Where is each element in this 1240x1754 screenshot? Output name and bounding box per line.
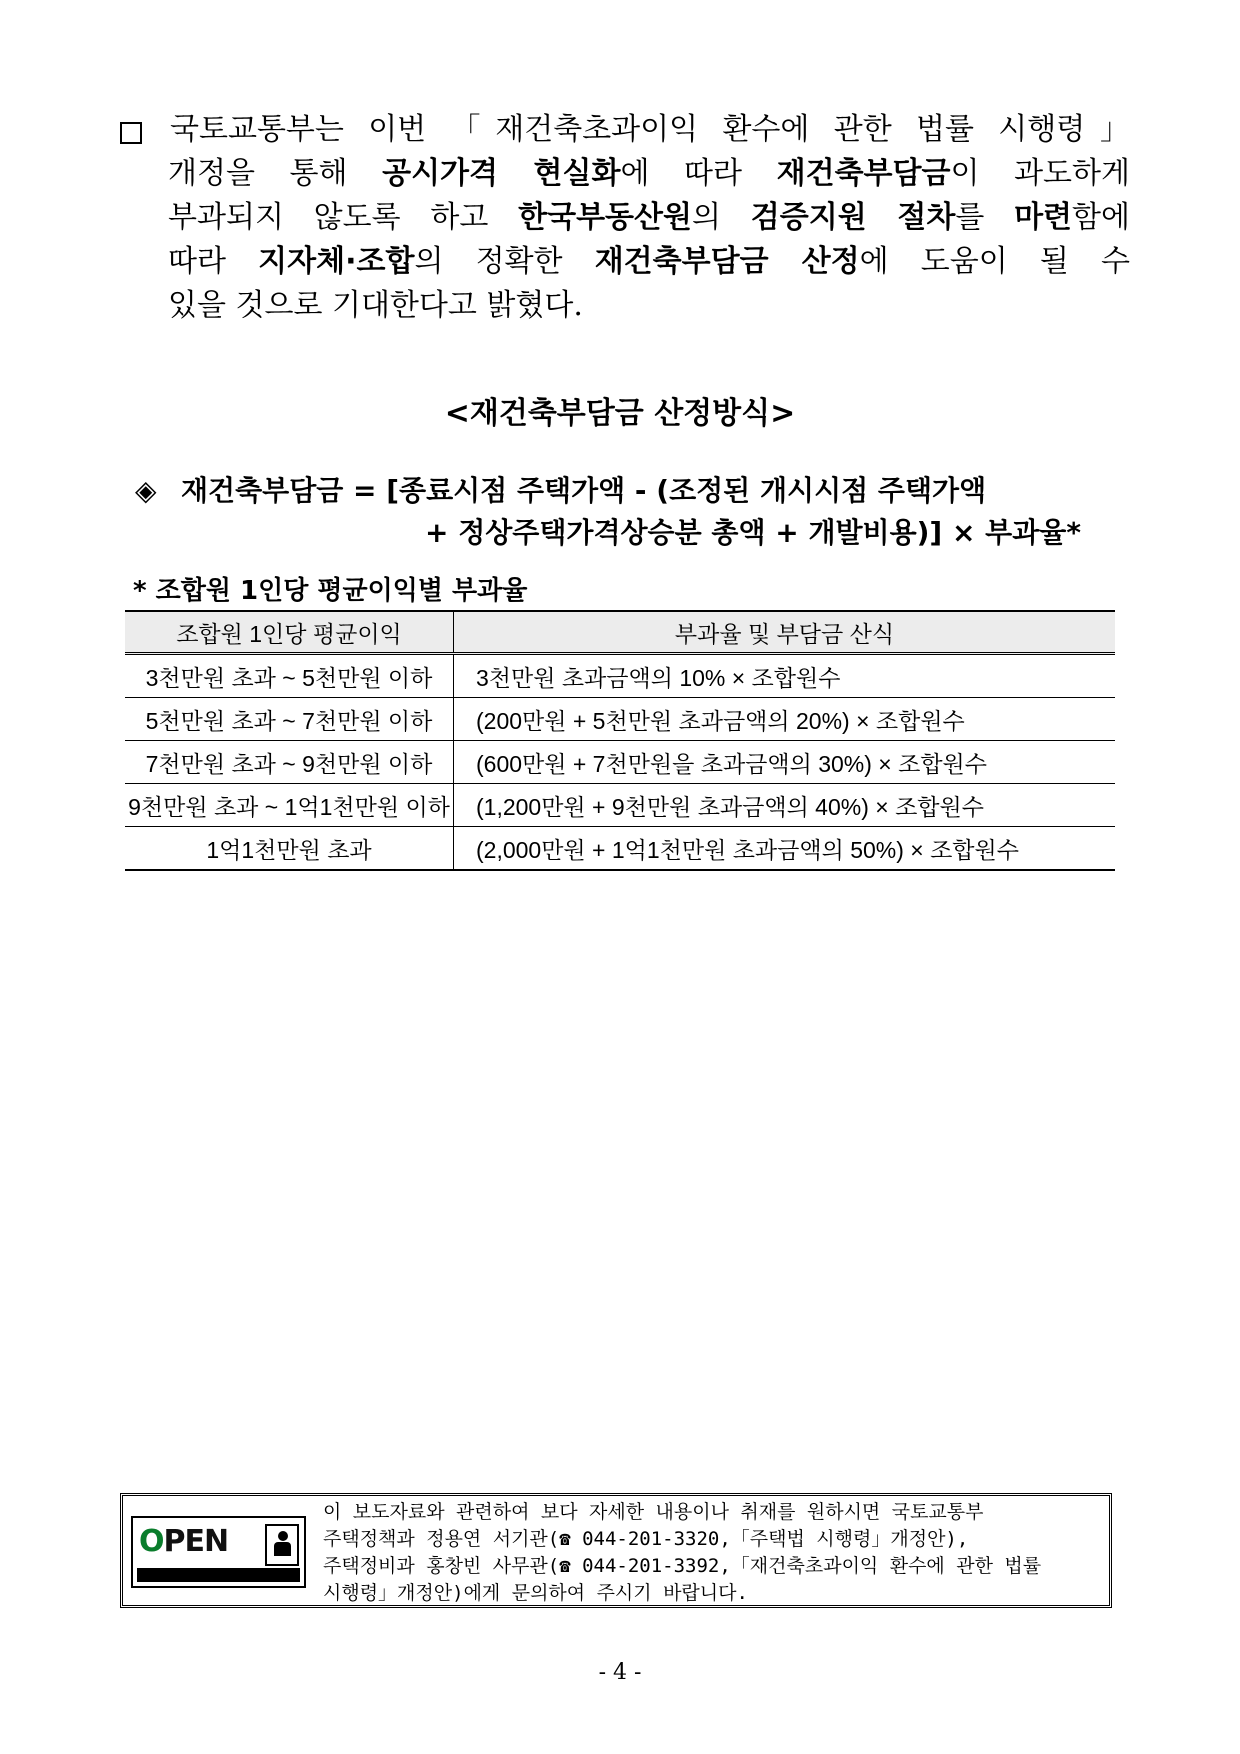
text-span: 이 과도하게 <box>950 156 1130 191</box>
table-cell: (600만원 + 7천만원을 초과금액의 30%) × 조합원수 <box>454 741 1116 784</box>
formula-block <box>135 470 1115 554</box>
rate-table <box>125 610 1115 871</box>
contact-line: 주택정책과 정용연 서기관(☎ 044-201-3320,「주택법 시행령」개정안), <box>323 1528 969 1550</box>
paragraph-line: 국토교통부는 이번 「재건축초과이익 환수에 관한 법률 시행령」 <box>170 112 1130 147</box>
bold-text: 마련 <box>1014 200 1073 235</box>
person-icon <box>265 1524 299 1566</box>
logo-strip <box>137 1568 300 1582</box>
text-span: 를 <box>955 200 1015 235</box>
table-cell: 7천만원 초과 ~ 9천만원 이하 <box>125 741 454 784</box>
formula-text: 재건축부담금 = [종료시점 주택가액 - (조정된 개시시점 주택가액 <box>181 474 987 507</box>
table-row <box>125 784 1115 827</box>
table-header-row <box>125 611 1115 654</box>
text-span: 부과되지 않도록 하고 <box>168 200 519 235</box>
bold-text: 지자체·조합 <box>258 244 415 279</box>
contact-text <box>323 1499 1103 1607</box>
text-span: 따라 <box>168 244 259 279</box>
column-header: 부과율 및 부담금 산식 <box>454 611 1116 654</box>
bold-text: 재건축부담금 <box>776 156 951 191</box>
column-header: 조합원 1인당 평균이익 <box>125 611 454 654</box>
text-span: 에 도움이 될 수 <box>859 244 1131 279</box>
table-cell: 5천만원 초과 ~ 7천만원 이하 <box>125 698 454 741</box>
contact-line: 주택정비과 홍창빈 사무관(☎ 044-201-3392,「재건축초과이익 환수에 관한 법률 <box>323 1555 1042 1577</box>
checkbox-bullet-icon <box>120 122 142 144</box>
body-paragraph <box>120 108 1130 328</box>
table-cell: 1억1천만원 초과 <box>125 827 454 871</box>
formula-line-2: + 정상주택가격상승분 총액 + 개발비용)] × 부과율* <box>425 516 1081 549</box>
table-cell: (1,200만원 + 9천만원 초과금액의 40%) × 조합원수 <box>454 784 1116 827</box>
bold-text: 재건축부담금 산정 <box>594 244 860 279</box>
text-span: 의 정확한 <box>414 244 595 279</box>
bold-text: 공시가격 현실화 <box>382 156 621 191</box>
table-row <box>125 698 1115 741</box>
paragraph-line <box>168 240 1130 284</box>
table-cell: (200만원 + 5천만원 초과금액의 20%) × 조합원수 <box>454 698 1116 741</box>
contact-box <box>120 1493 1112 1608</box>
table-cell: 9천만원 초과 ~ 1억1천만원 이하 <box>125 784 454 827</box>
page-number: - 4 - <box>598 1660 642 1685</box>
text-span: 의 <box>692 200 751 235</box>
paragraph-line <box>168 152 1130 196</box>
open-license-logo <box>131 1516 306 1588</box>
formula-line-1 <box>135 470 1115 512</box>
table-caption: * 조합원 1인당 평균이익별 부과율 <box>133 576 528 606</box>
open-logo-text: OPEN <box>139 1524 229 1559</box>
bold-text: 한국부동산원 <box>518 200 692 235</box>
section-title: <재건축부담금 산정방식> <box>444 396 796 431</box>
table-cell: 3천만원 초과금액의 10% × 조합원수 <box>454 654 1116 698</box>
table-cell: (2,000만원 + 1억1천만원 초과금액의 50%) × 조합원수 <box>454 827 1116 871</box>
table-row <box>125 654 1115 698</box>
table-row <box>125 741 1115 784</box>
text-span: 개정을 통해 <box>168 156 383 191</box>
text-span: 함에 <box>1072 200 1130 235</box>
diamond-bullet-icon: ◈ <box>135 474 157 507</box>
bold-text: 검증지원 절차 <box>750 200 956 235</box>
paragraph-line <box>168 196 1130 240</box>
table-cell: 3천만원 초과 ~ 5천만원 이하 <box>125 654 454 698</box>
contact-line: 시행령」개정안)에게 문의하여 주시기 바랍니다. <box>323 1582 748 1604</box>
paragraph-line: 있을 것으로 기대한다고 밝혔다. <box>168 288 583 323</box>
table-row <box>125 827 1115 871</box>
contact-line: 이 보도자료와 관련하여 보다 자세한 내용이나 취재를 원하시면 국토교통부 <box>323 1501 984 1523</box>
text-span: 에 따라 <box>620 156 777 191</box>
